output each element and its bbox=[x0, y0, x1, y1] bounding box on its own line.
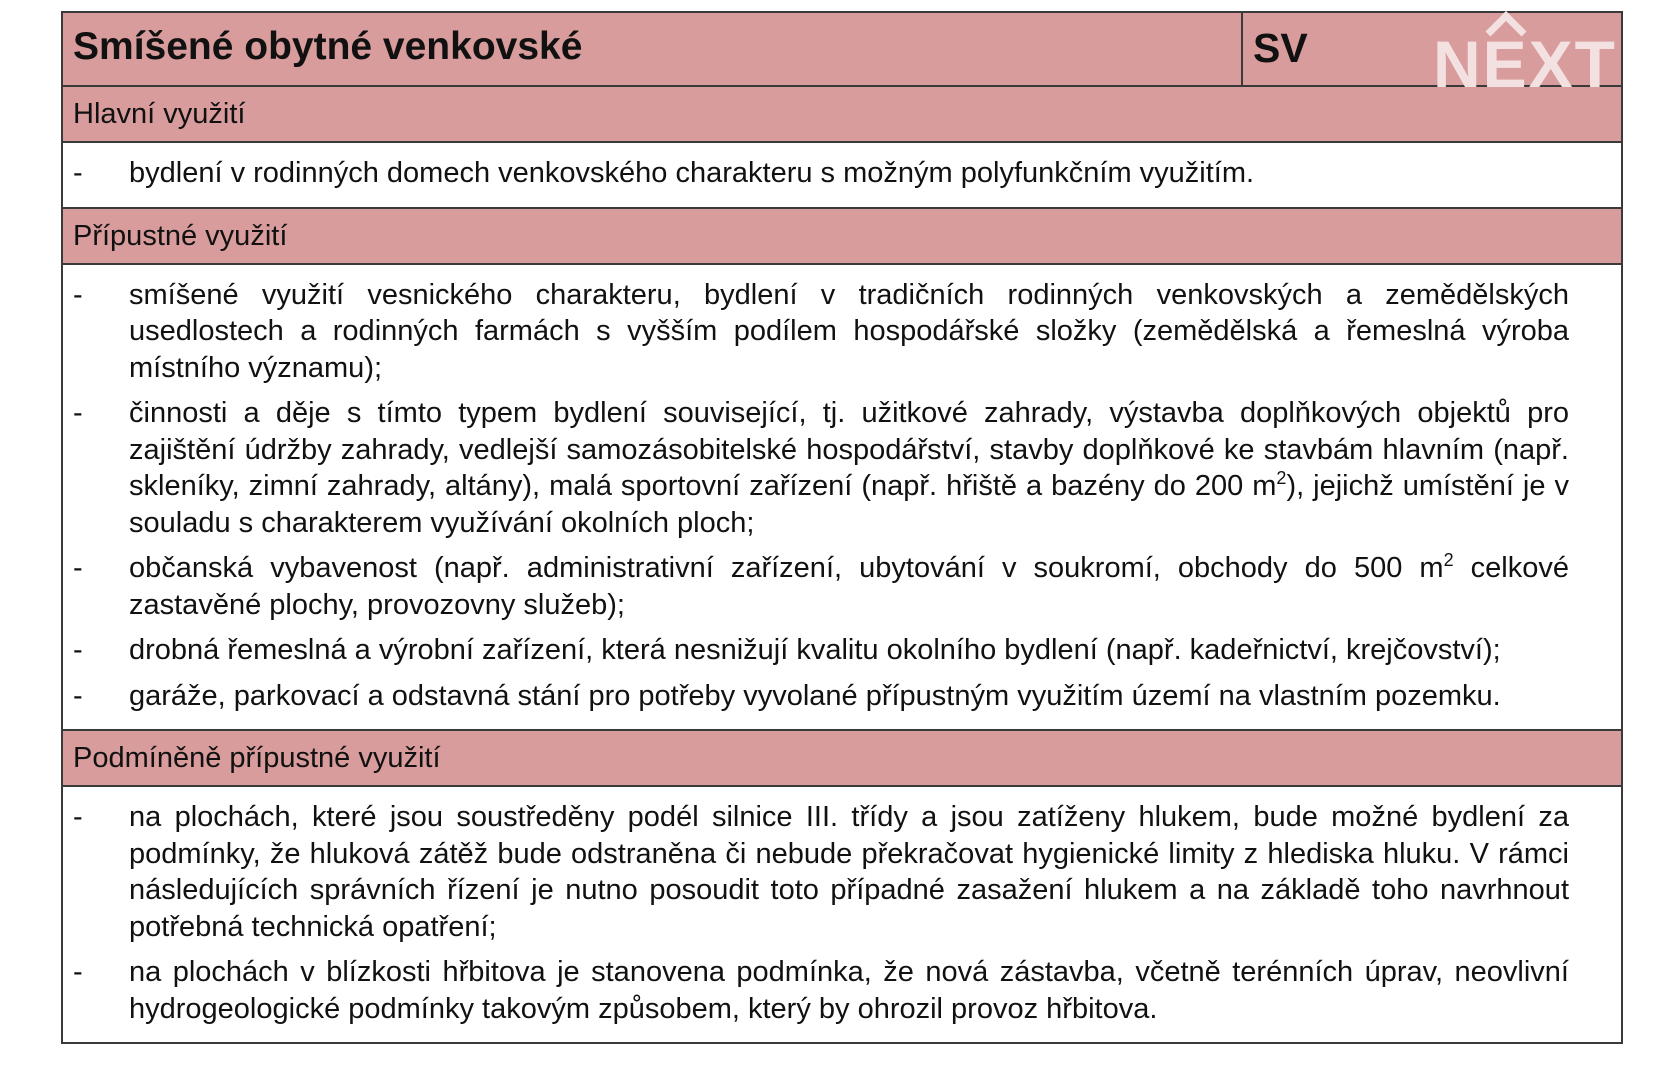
list-item bbox=[63, 954, 1621, 1027]
bullet-dash: - bbox=[73, 956, 83, 988]
section-heading-main-use: Hlavní využití bbox=[63, 87, 1621, 143]
item-text: občanská vybavenost (např. administrativní zařízení, ubytování v soukromí, obchody do 500 $m^2$ celkové zastavěné plochy, provozovny služeb); bbox=[129, 550, 1569, 621]
list-item bbox=[63, 799, 1621, 945]
superscript: 2 bbox=[1443, 550, 1454, 570]
bullet-dash: - bbox=[73, 634, 83, 666]
item-text: činnosti a děje s tímto typem bydlení související, tj. užitkové zahrady, výstavba doplňkových objektů pro zajištění údržby zahrady, vedlejší samozásobitelské hospodářství, stavby doplňkové ke stavbám hlavním (např. skleníky, zimní zahrady, altány), malá sportovní zařízení (např. hřiště a bazény do 200 $m^2$), jejichž umístění je v souladu s charakterem využívání okolních ploch; bbox=[129, 397, 1569, 539]
bullet-dash: - bbox=[73, 157, 83, 189]
watermark-logo: NEXT bbox=[1432, 27, 1617, 101]
superscript: 2 bbox=[1276, 468, 1287, 488]
list-item bbox=[63, 632, 1621, 669]
section-body-conditional-use bbox=[63, 787, 1621, 1042]
zone-code: SV bbox=[1253, 25, 1308, 71]
item-text: garáže, parkovací a odstavná stání pro potřeby vyvolané přípustným využitím území na vlastním pozemku. bbox=[129, 679, 1501, 712]
bullet-dash: - bbox=[73, 397, 83, 429]
list-item bbox=[63, 277, 1621, 387]
section-heading-permitted-use: Přípustné využití bbox=[63, 209, 1621, 265]
bullet-dash: - bbox=[73, 679, 83, 712]
regulation-table bbox=[61, 11, 1623, 1044]
section-body-permitted-use bbox=[63, 265, 1621, 732]
list-item bbox=[63, 155, 1621, 192]
item-text: smíšené využití vesnického charakteru, bydlení v tradičních rodinných venkovských a zemědělských usedlostech a rodinných farmách s vyšším podílem hospodářské složky (zemědělská a řemeslná výroba místního významu); bbox=[129, 278, 1569, 384]
item-text: na plochách, které jsou soustředěny podél silnice III. třídy a jsou zatíženy hlukem, bude možné bydlení za podmínky, že hluková zátěž bude odstraněna či nebude překračovat hygienické limity z hlediska hluku. V rámci následujících správních řízení je nutno posoudit toto případné zasažení hlukem a na základě toho navrhnout potřebná technická opatření; bbox=[129, 801, 1569, 943]
bullet-dash: - bbox=[73, 278, 83, 311]
title-row bbox=[63, 13, 1621, 101]
list-item bbox=[63, 678, 1621, 715]
bullet-dash: - bbox=[73, 552, 83, 584]
zone-title: Smíšené obytné venkovské bbox=[63, 13, 1243, 85]
bullet-dash: - bbox=[73, 801, 83, 833]
item-text: bydlení v rodinných domech venkovského charakteru s možným polyfunkčním využitím. bbox=[129, 157, 1255, 189]
section-body-main-use bbox=[63, 143, 1621, 209]
item-text: na plochách v blízkosti hřbitova je stanovena podmínka, že nová zástavba, včetně terénních úprav, neovlivní hydrogeologické podmínky takovým způsobem, který by ohrozil provoz hřbitova. bbox=[129, 956, 1569, 1025]
zone-code-cell bbox=[1243, 13, 1621, 101]
item-text: drobná řemeslná a výrobní zařízení, která nesnižují kvalitu okolního bydlení (např. kadeřnictví, krejčovství); bbox=[129, 634, 1501, 666]
list-item bbox=[63, 550, 1621, 623]
list-item bbox=[63, 395, 1621, 541]
section-heading-conditional-use: Podmíněně přípustné využití bbox=[63, 731, 1621, 787]
